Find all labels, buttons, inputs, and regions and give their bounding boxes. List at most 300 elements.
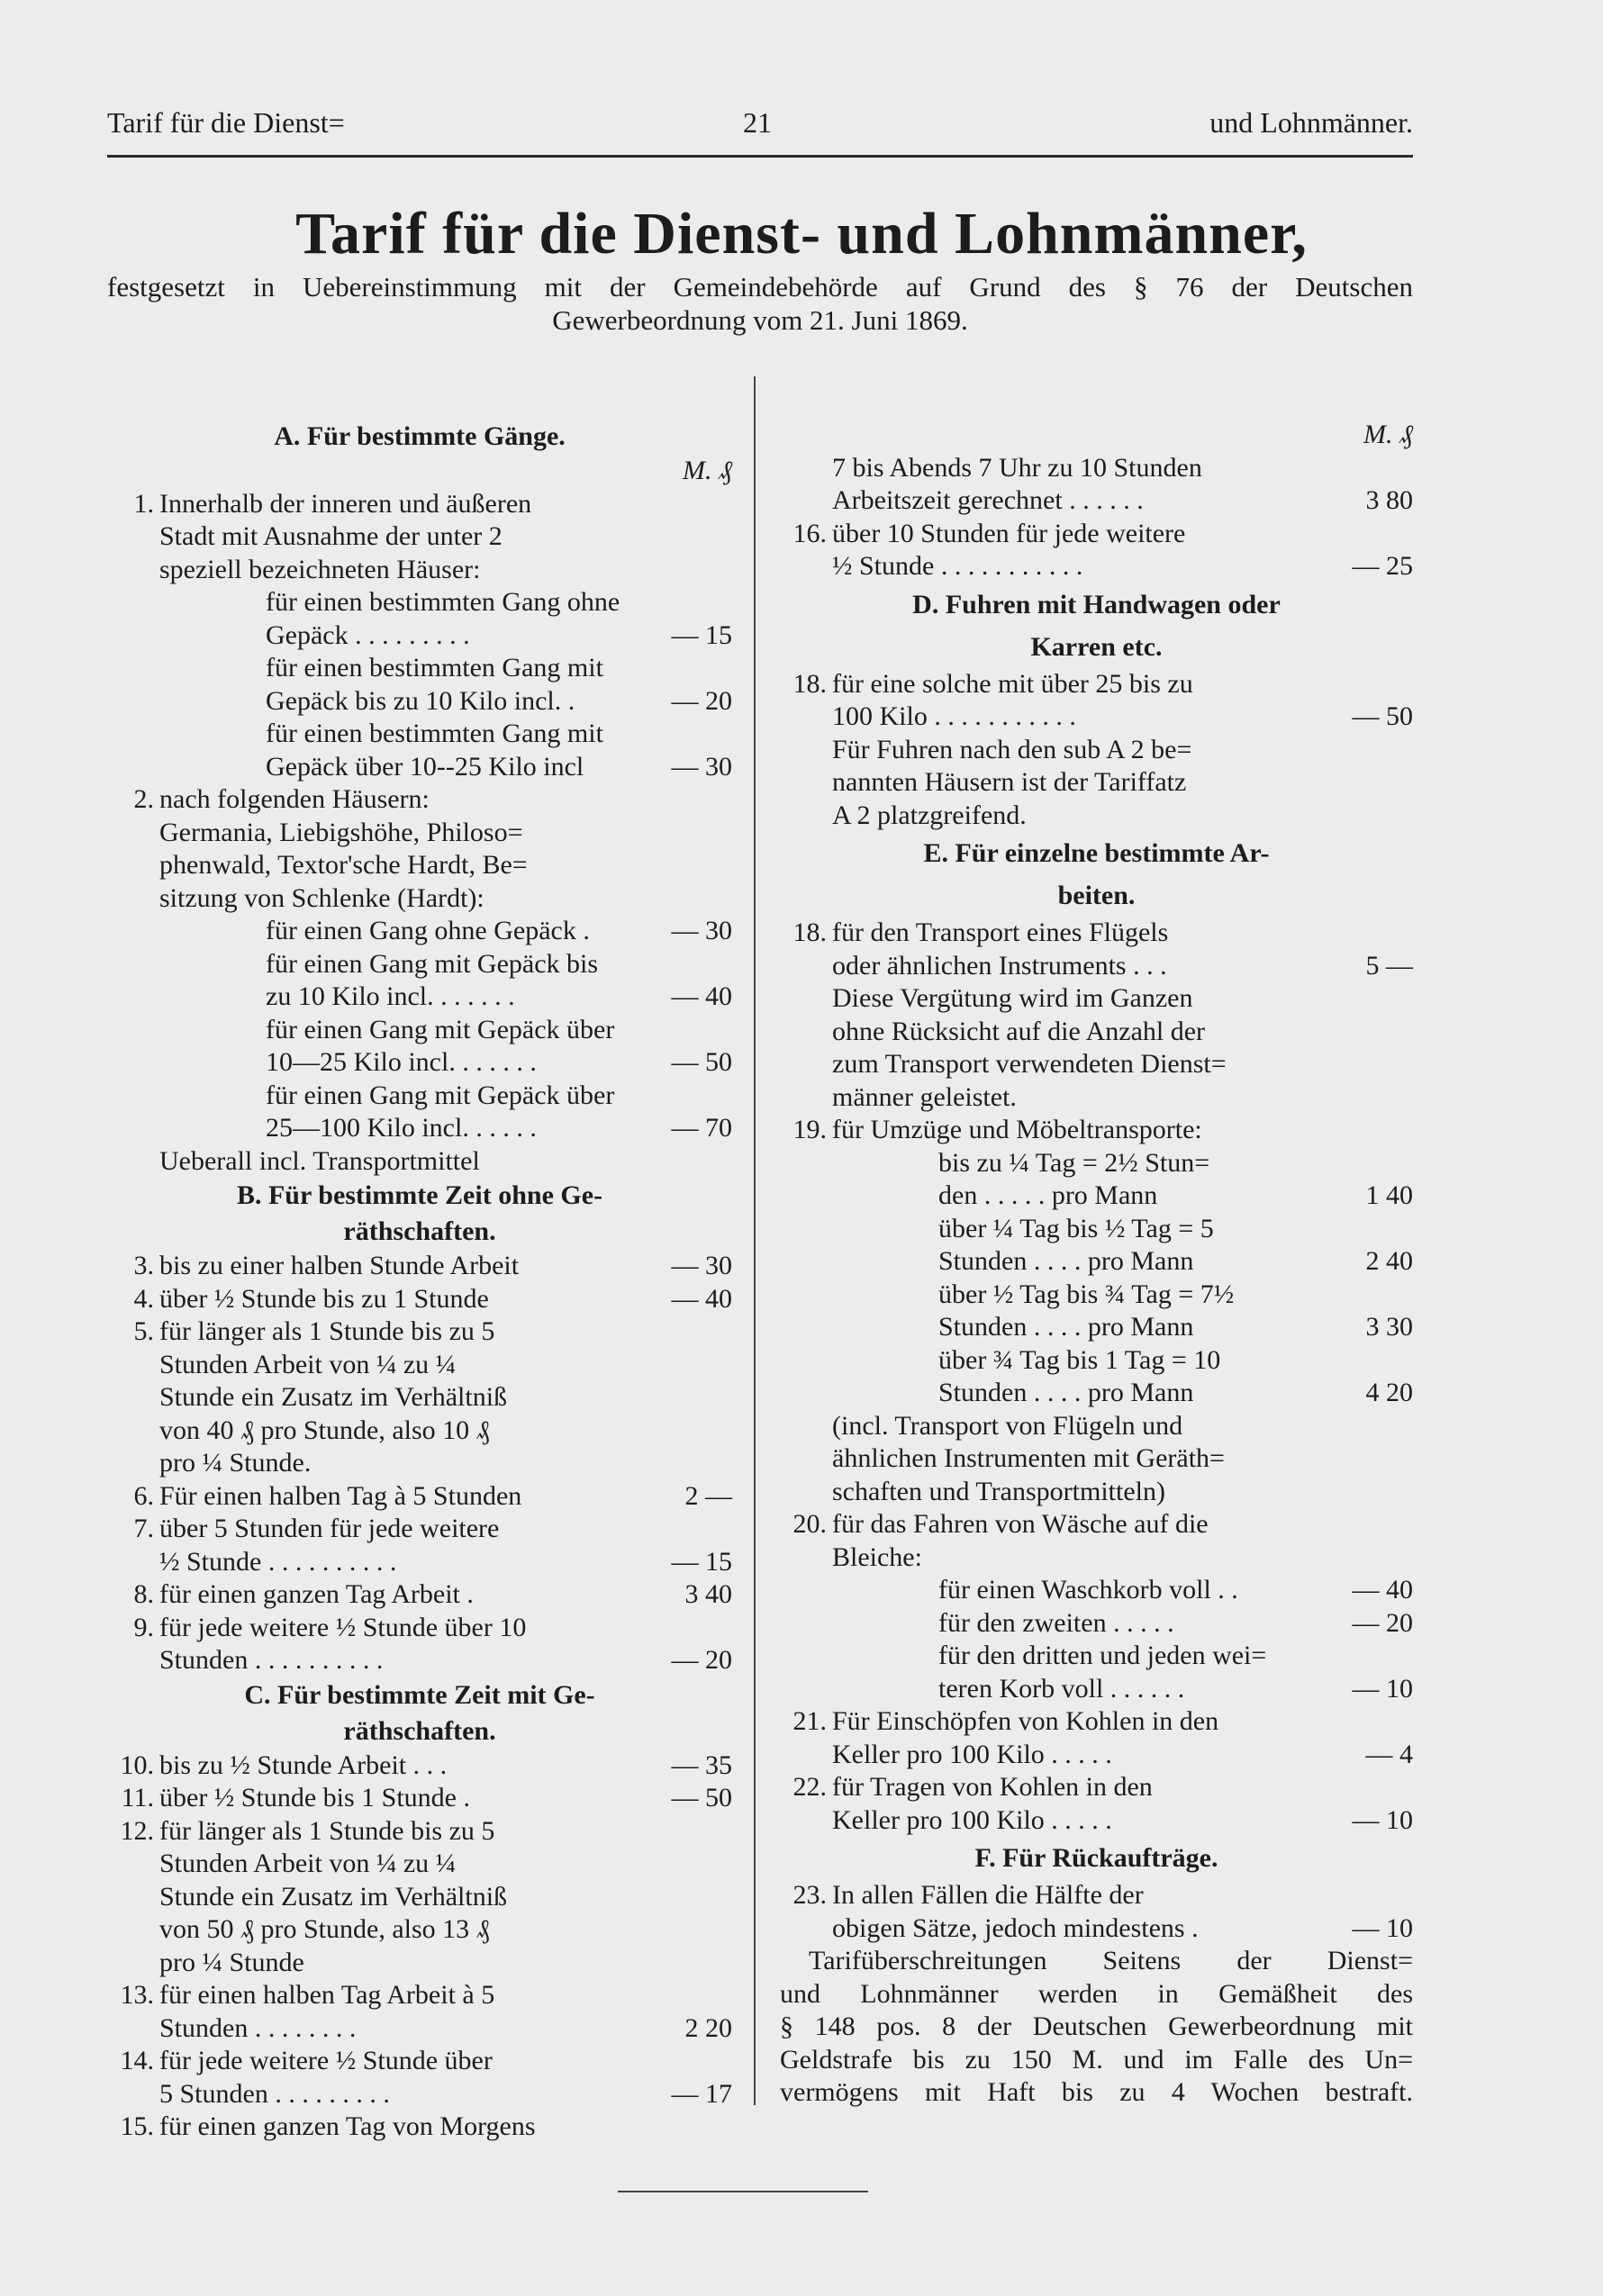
item-text: phenwald, Textor'sche Hardt, Be= xyxy=(159,850,528,880)
item-number: 19. xyxy=(792,1115,827,1144)
tariff-line xyxy=(107,2012,732,2046)
item-text: über ½ Tag bis ¾ Tag = 7½ xyxy=(938,1279,1235,1309)
tariff-line xyxy=(107,1014,732,1047)
item-number xyxy=(780,1279,832,1312)
section-heading xyxy=(107,1713,732,1749)
item-number xyxy=(107,1415,159,1448)
tariff-line xyxy=(780,766,1413,800)
tariff-line xyxy=(107,619,732,653)
price xyxy=(1323,1114,1413,1147)
price: — 70 xyxy=(671,1113,732,1143)
item-number: 8. xyxy=(133,1579,154,1609)
heading-text: B. Für bestimmte Zeit ohne Ge- xyxy=(236,1180,603,1210)
tariff-line xyxy=(107,849,732,882)
item-number xyxy=(107,1014,159,1047)
price xyxy=(642,652,732,685)
price: — 40 xyxy=(671,1283,732,1314)
tariff-line xyxy=(780,1673,1413,1706)
tariff-line xyxy=(780,1147,1413,1180)
section-heading xyxy=(780,1837,1413,1879)
price xyxy=(1323,734,1413,767)
tariff-line xyxy=(780,1016,1413,1049)
tariff-line xyxy=(107,1080,732,1113)
price xyxy=(1323,1213,1413,1246)
item-text: Germania, Liebigshöhe, Philoso= xyxy=(159,817,523,847)
price xyxy=(1323,1048,1413,1081)
section-heading xyxy=(780,874,1413,917)
tariff-line xyxy=(780,701,1413,734)
item-number xyxy=(780,1476,832,1509)
item-text: ½ Stunde . . . . . . . . . . xyxy=(159,1546,397,1577)
item-text: Für Einschöpfen von Kohlen in den xyxy=(832,1706,1219,1736)
item-text: schaften und Transportmitteln) xyxy=(832,1476,1165,1506)
item-number xyxy=(780,1541,832,1575)
section-heading xyxy=(107,419,732,455)
running-header-left: Tarif für die Dienst= xyxy=(107,106,345,139)
item-text: für einen Gang mit Gepäck über xyxy=(266,1014,615,1044)
item-number xyxy=(780,950,832,983)
item-number: 20. xyxy=(792,1509,827,1539)
price: 2 — xyxy=(684,1480,732,1511)
column-divider xyxy=(754,376,756,2105)
tariff-line xyxy=(107,1145,732,1179)
item-text: nannten Häusern ist der Tariffatz xyxy=(832,767,1187,797)
tariff-line xyxy=(107,1947,732,1980)
item-text: pro ¼ Stunde xyxy=(159,1947,304,1977)
item-text: für einen Gang mit Gepäck bis xyxy=(266,948,599,979)
currency-header xyxy=(780,419,1413,452)
tariff-line xyxy=(780,1410,1413,1443)
price: — 25 xyxy=(1352,551,1413,581)
tariff-line xyxy=(107,751,732,784)
item-text: für länger als 1 Stunde bis zu 5 xyxy=(159,1815,495,1846)
item-text: Stunden . . . . pro Mann xyxy=(938,1378,1194,1407)
item-text: über 5 Stunden für jede weitere xyxy=(159,1514,500,1543)
price xyxy=(1323,1508,1413,1541)
price: — 17 xyxy=(671,2078,732,2109)
item-number xyxy=(107,718,159,751)
item-number xyxy=(780,452,832,485)
tariff-line xyxy=(780,917,1413,950)
item-number xyxy=(780,550,832,583)
tariff-line xyxy=(780,1245,1413,1279)
item-number xyxy=(107,1046,159,1080)
item-text: Stunde ein Zusatz im Verhältniß xyxy=(159,1881,508,1912)
item-text: über ¾ Tag bis 1 Tag = 10 xyxy=(938,1344,1221,1375)
price xyxy=(1323,1147,1413,1180)
item-text: Stunden . . . . pro Mann xyxy=(938,1312,1194,1342)
item-text: Gepäck über 10--25 Kilo incl xyxy=(266,751,584,782)
price xyxy=(642,1848,732,1881)
item-text: Innerhalb der inneren und äußeren xyxy=(159,488,532,519)
heading-text: räthschaften. xyxy=(343,1715,496,1746)
price xyxy=(642,1881,732,1914)
item-number xyxy=(780,1739,832,1772)
heading-text: D. Fuhren mit Handwagen oder xyxy=(912,589,1281,619)
item-text: Stunde ein Zusatz im Verhältniß xyxy=(159,1382,508,1412)
price: — 40 xyxy=(671,981,732,1011)
item-number xyxy=(780,766,832,800)
item-number xyxy=(780,1245,832,1279)
item-number xyxy=(107,1913,159,1947)
heading-text: A. Für bestimmte Gänge. xyxy=(274,421,566,451)
price: — 50 xyxy=(1352,701,1413,731)
item-text: Stunden . . . . . . . . . . xyxy=(159,1645,384,1675)
item-number: 6. xyxy=(133,1480,154,1511)
price xyxy=(1323,982,1413,1016)
tariff-line xyxy=(780,1081,1413,1115)
item-number xyxy=(107,586,159,619)
price: 4 20 xyxy=(1365,1378,1413,1407)
heading-text: F. Für Rückaufträge. xyxy=(974,1843,1218,1873)
item-text: bis zu einer halben Stunde Arbeit xyxy=(159,1251,520,1280)
item-text: für das Fahren von Wäsche auf die xyxy=(832,1509,1209,1539)
item-number xyxy=(107,2078,159,2111)
item-number xyxy=(780,1016,832,1049)
item-number xyxy=(107,751,159,784)
item-text: 25—100 Kilo incl. . . . . . xyxy=(266,1113,537,1143)
item-text: von 40 ₰ pro Stunde, also 10 ₰ xyxy=(159,1415,490,1445)
tariff-line xyxy=(780,1978,1413,2011)
item-text: über ¼ Tag bis ½ Tag = 5 xyxy=(938,1213,1214,1243)
item-text: Gepäck bis zu 10 Kilo incl. . xyxy=(266,685,575,716)
item-text: ähnlichen Instrumenten mit Geräth= xyxy=(832,1443,1225,1473)
price xyxy=(642,718,732,751)
tariff-line xyxy=(780,2011,1413,2044)
tariff-line xyxy=(780,1311,1413,1344)
item-number xyxy=(780,1574,832,1607)
item-number xyxy=(780,1048,832,1081)
price xyxy=(1323,1279,1413,1312)
item-text: In allen Fällen die Hälfte der xyxy=(832,1880,1144,1910)
item-text: 100 Kilo . . . . . . . . . . . xyxy=(832,701,1076,731)
footer-rule xyxy=(618,2191,868,2192)
tariff-line xyxy=(780,518,1413,551)
price xyxy=(642,554,732,587)
item-number xyxy=(780,1804,832,1838)
price xyxy=(1323,1344,1413,1378)
tariff-line xyxy=(107,882,732,916)
item-number xyxy=(780,1311,832,1344)
price xyxy=(1323,1771,1413,1804)
item-number: 18. xyxy=(792,917,827,947)
item-number xyxy=(107,1381,159,1415)
item-number xyxy=(107,1881,159,1914)
item-text: für einen halben Tag Arbeit à 5 xyxy=(159,1980,495,2010)
item-text: für Umzüge und Möbeltransporte: xyxy=(832,1115,1202,1144)
price xyxy=(1323,1705,1413,1739)
item-text: Geldstrafe bis zu 150 M. und im Falle des Un= xyxy=(780,2044,1413,2075)
item-text: für den Transport eines Flügels xyxy=(832,917,1169,947)
item-text: vermögens mit Haft bis zu 4 Wochen bestraft. xyxy=(780,2077,1413,2107)
price xyxy=(642,2045,732,2078)
price xyxy=(1323,800,1413,833)
item-number xyxy=(780,1640,832,1673)
tariff-line xyxy=(107,554,732,587)
item-text: (incl. Transport von Flügeln und xyxy=(832,1410,1183,1441)
item-text: Keller pro 100 Kilo . . . . . xyxy=(832,1804,1112,1835)
tariff-line xyxy=(780,1804,1413,1838)
item-text: für einen bestimmten Gang mit xyxy=(266,719,603,748)
tariff-line xyxy=(107,718,732,751)
price xyxy=(642,1415,732,1448)
item-text: Stadt mit Ausnahme der unter 2 xyxy=(159,521,503,551)
item-number xyxy=(107,1080,159,1113)
tariff-line xyxy=(107,652,732,685)
item-number xyxy=(107,882,159,916)
item-text: 7 bis Abends 7 Uhr zu 10 Stunden xyxy=(832,452,1202,483)
item-number: 14. xyxy=(120,2046,154,2075)
price xyxy=(1323,1410,1413,1443)
tariff-line xyxy=(780,1607,1413,1641)
left-column xyxy=(107,419,732,2144)
tariff-line xyxy=(107,1644,732,1677)
item-text: Stunden . . . . . . . . xyxy=(159,2012,357,2043)
item-text: männer geleistet. xyxy=(832,1081,1017,1112)
item-number: 13. xyxy=(120,1980,154,2010)
tariff-line xyxy=(780,1541,1413,1575)
tariff-line xyxy=(107,1578,732,1612)
tariff-line xyxy=(780,550,1413,583)
item-text: für den zweiten . . . . . xyxy=(938,1607,1174,1638)
right-column xyxy=(780,419,1413,2110)
item-number: 7. xyxy=(133,1514,154,1543)
tariff-line xyxy=(780,452,1413,485)
item-text: für jede weitere ½ Stunde über 10 xyxy=(159,1612,527,1642)
tariff-line xyxy=(780,1574,1413,1607)
tariff-line xyxy=(107,1112,732,1145)
item-text: speziell bezeichneten Häuser: xyxy=(159,554,481,584)
tariff-line xyxy=(780,1879,1413,1912)
price: — 15 xyxy=(671,619,732,650)
item-number xyxy=(780,1213,832,1246)
tariff-line xyxy=(780,1739,1413,1772)
item-number: 23. xyxy=(792,1880,827,1910)
tariff-line xyxy=(780,734,1413,767)
price: — 50 xyxy=(671,1047,732,1077)
price xyxy=(642,586,732,619)
price xyxy=(642,1080,732,1113)
tariff-line xyxy=(107,1979,732,2012)
item-number xyxy=(107,817,159,850)
tariff-line xyxy=(107,1782,732,1815)
price xyxy=(642,849,732,882)
tariff-line xyxy=(107,1447,732,1480)
subtitle-line: Gewerbeordnung vom 21. Juni 1869. xyxy=(552,304,968,336)
item-number xyxy=(107,948,159,981)
item-number xyxy=(107,1349,159,1382)
item-number xyxy=(107,520,159,554)
price: — 20 xyxy=(671,685,732,716)
price: — 20 xyxy=(671,1645,732,1675)
section-heading xyxy=(780,832,1413,874)
section-heading xyxy=(780,583,1413,626)
tariff-line xyxy=(107,2045,732,2078)
tariff-line xyxy=(107,817,732,850)
item-text: den . . . . . pro Mann xyxy=(938,1180,1158,1210)
item-number: 16. xyxy=(792,518,827,548)
item-number xyxy=(107,2012,159,2046)
page-number: 21 xyxy=(743,106,772,139)
tariff-line xyxy=(780,1945,1413,1978)
price: 1 40 xyxy=(1365,1180,1413,1210)
price: — 15 xyxy=(671,1546,732,1577)
currency-header xyxy=(107,455,732,488)
item-number xyxy=(780,701,832,734)
item-number xyxy=(107,1447,159,1480)
tariff-line xyxy=(107,685,732,719)
price xyxy=(642,1947,732,1980)
tariff-line xyxy=(780,2076,1413,2110)
price xyxy=(642,1315,732,1349)
tariff-line xyxy=(780,1705,1413,1739)
item-text: für einen Gang ohne Gepäck . xyxy=(266,916,590,945)
heading-text: beiten. xyxy=(1057,881,1136,910)
price xyxy=(642,783,732,817)
item-text: für einen ganzen Tag von Morgens xyxy=(159,2111,536,2141)
tariff-line xyxy=(107,1415,732,1448)
item-text: Bleiche: xyxy=(832,1541,922,1572)
price xyxy=(642,1612,732,1645)
price xyxy=(1323,766,1413,800)
price xyxy=(642,488,732,521)
page-title: Tarif für die Dienst- und Lohnmänner, xyxy=(295,201,1308,267)
item-text: sitzung von Schlenke (Hardt): xyxy=(159,882,485,913)
section-heading xyxy=(107,1178,732,1214)
price xyxy=(642,1145,732,1179)
price xyxy=(1323,1879,1413,1912)
price xyxy=(642,1381,732,1415)
item-number xyxy=(107,1848,159,1881)
tariff-line xyxy=(107,586,732,619)
currency-label: M. ₰ xyxy=(683,456,732,485)
heading-text: E. Für einzelne bestimmte Ar- xyxy=(923,838,1270,868)
item-text: 10—25 Kilo incl. . . . . . . xyxy=(266,1047,537,1077)
heading-text: räthschaften. xyxy=(343,1216,496,1246)
item-text: pro ¼ Stunde. xyxy=(159,1448,312,1478)
item-number xyxy=(780,1377,832,1410)
item-number xyxy=(780,734,832,767)
price: — 10 xyxy=(1352,1673,1413,1704)
price: — 20 xyxy=(1352,1607,1413,1638)
price: 2 40 xyxy=(1365,1246,1413,1276)
price: — 4 xyxy=(1365,1739,1413,1769)
tariff-line xyxy=(780,1771,1413,1804)
tariff-line xyxy=(780,668,1413,701)
tariff-line xyxy=(780,1114,1413,1147)
item-text: von 50 ₰ pro Stunde, also 13 ₰ xyxy=(159,1914,490,1944)
price xyxy=(1323,1640,1413,1673)
tariff-line xyxy=(107,2078,732,2111)
section-heading xyxy=(107,1677,732,1713)
price xyxy=(1323,1442,1413,1476)
item-number: 12. xyxy=(120,1815,154,1846)
item-text: teren Korb voll . . . . . . xyxy=(938,1673,1185,1704)
item-number xyxy=(107,619,159,653)
tariff-line xyxy=(107,1815,732,1849)
item-number: 21. xyxy=(792,1706,827,1736)
price: — 30 xyxy=(671,751,732,782)
tariff-line xyxy=(107,1480,732,1514)
item-text: über ½ Stunde bis 1 Stunde . xyxy=(159,1783,470,1812)
tariff-line xyxy=(780,1180,1413,1213)
tariff-line xyxy=(107,1046,732,1080)
tariff-line xyxy=(107,1546,732,1579)
price xyxy=(642,1447,732,1480)
price xyxy=(1323,668,1413,701)
tariff-line xyxy=(107,1315,732,1349)
tariff-line xyxy=(780,2044,1413,2077)
item-number: 18. xyxy=(792,668,827,699)
item-number xyxy=(780,1081,832,1115)
price: 3 30 xyxy=(1365,1312,1413,1342)
item-text: Arbeitszeit gerechnet . . . . . . xyxy=(832,485,1144,515)
item-text: Für Fuhren nach den sub A 2 be= xyxy=(832,734,1192,764)
item-text: zum Transport verwendeten Dienst= xyxy=(832,1049,1227,1079)
item-text: für einen bestimmten Gang mit xyxy=(266,653,603,682)
item-text: über ½ Stunde bis zu 1 Stunde xyxy=(159,1283,489,1314)
price xyxy=(642,1513,732,1546)
tariff-line xyxy=(107,783,732,817)
item-text: über 10 Stunden für jede weitere xyxy=(832,518,1186,548)
price xyxy=(642,948,732,981)
price: — 10 xyxy=(1352,1804,1413,1835)
tariff-line xyxy=(107,1612,732,1645)
item-number xyxy=(780,1344,832,1378)
price xyxy=(642,1815,732,1849)
item-text: Diese Vergütung wird im Ganzen xyxy=(832,983,1193,1013)
tariff-line xyxy=(780,484,1413,518)
price xyxy=(1323,1541,1413,1575)
item-number xyxy=(780,1442,832,1476)
tariff-line xyxy=(780,1476,1413,1509)
subtitle-line: festgesetzt in Uebereinstimmung mit der Gemeindebehörde auf Grund des § 76 der Deutschen xyxy=(107,271,1413,303)
price xyxy=(642,1979,732,2012)
item-number xyxy=(780,1607,832,1641)
item-text: § 148 pos. 8 der Deutschen Gewerbeordnung mit xyxy=(780,2011,1413,2041)
item-number: 11. xyxy=(121,1783,154,1812)
price xyxy=(642,882,732,916)
tariff-line xyxy=(107,488,732,521)
tariff-line xyxy=(107,1250,732,1283)
tariff-line xyxy=(780,982,1413,1016)
tariff-line xyxy=(780,1640,1413,1673)
tariff-line xyxy=(107,1881,732,1914)
item-number xyxy=(107,849,159,882)
item-text: Stunden Arbeit von ¼ zu ¼ xyxy=(159,1349,457,1379)
item-text: für Tragen von Kohlen in den xyxy=(832,1772,1153,1802)
item-text: Für einen halben Tag à 5 Stunden xyxy=(159,1480,522,1511)
item-number xyxy=(107,652,159,685)
item-text: Stunden . . . . pro Mann xyxy=(938,1246,1194,1276)
item-text: obigen Sätze, jedoch mindestens . xyxy=(832,1912,1199,1943)
item-text: nach folgenden Häusern: xyxy=(159,784,430,814)
item-text: und Lohnmänner werden in Gemäßheit des xyxy=(780,1978,1413,2009)
item-text: ohne Rücksicht auf die Anzahl der xyxy=(832,1016,1206,1046)
price xyxy=(642,1014,732,1047)
item-text: Gepäck . . . . . . . . . xyxy=(266,619,470,650)
item-number xyxy=(107,1546,159,1579)
tariff-line xyxy=(107,1349,732,1382)
item-text: bis zu ¼ Tag = 2½ Stun= xyxy=(938,1147,1210,1178)
price xyxy=(1323,1081,1413,1115)
item-text: bis zu ½ Stunde Arbeit . . . xyxy=(159,1749,448,1780)
item-number xyxy=(780,1912,832,1946)
item-number: 1. xyxy=(133,488,154,519)
price xyxy=(642,1349,732,1382)
price: 5 — xyxy=(1365,950,1413,981)
item-text: für jede weitere ½ Stunde über xyxy=(159,2046,493,2075)
